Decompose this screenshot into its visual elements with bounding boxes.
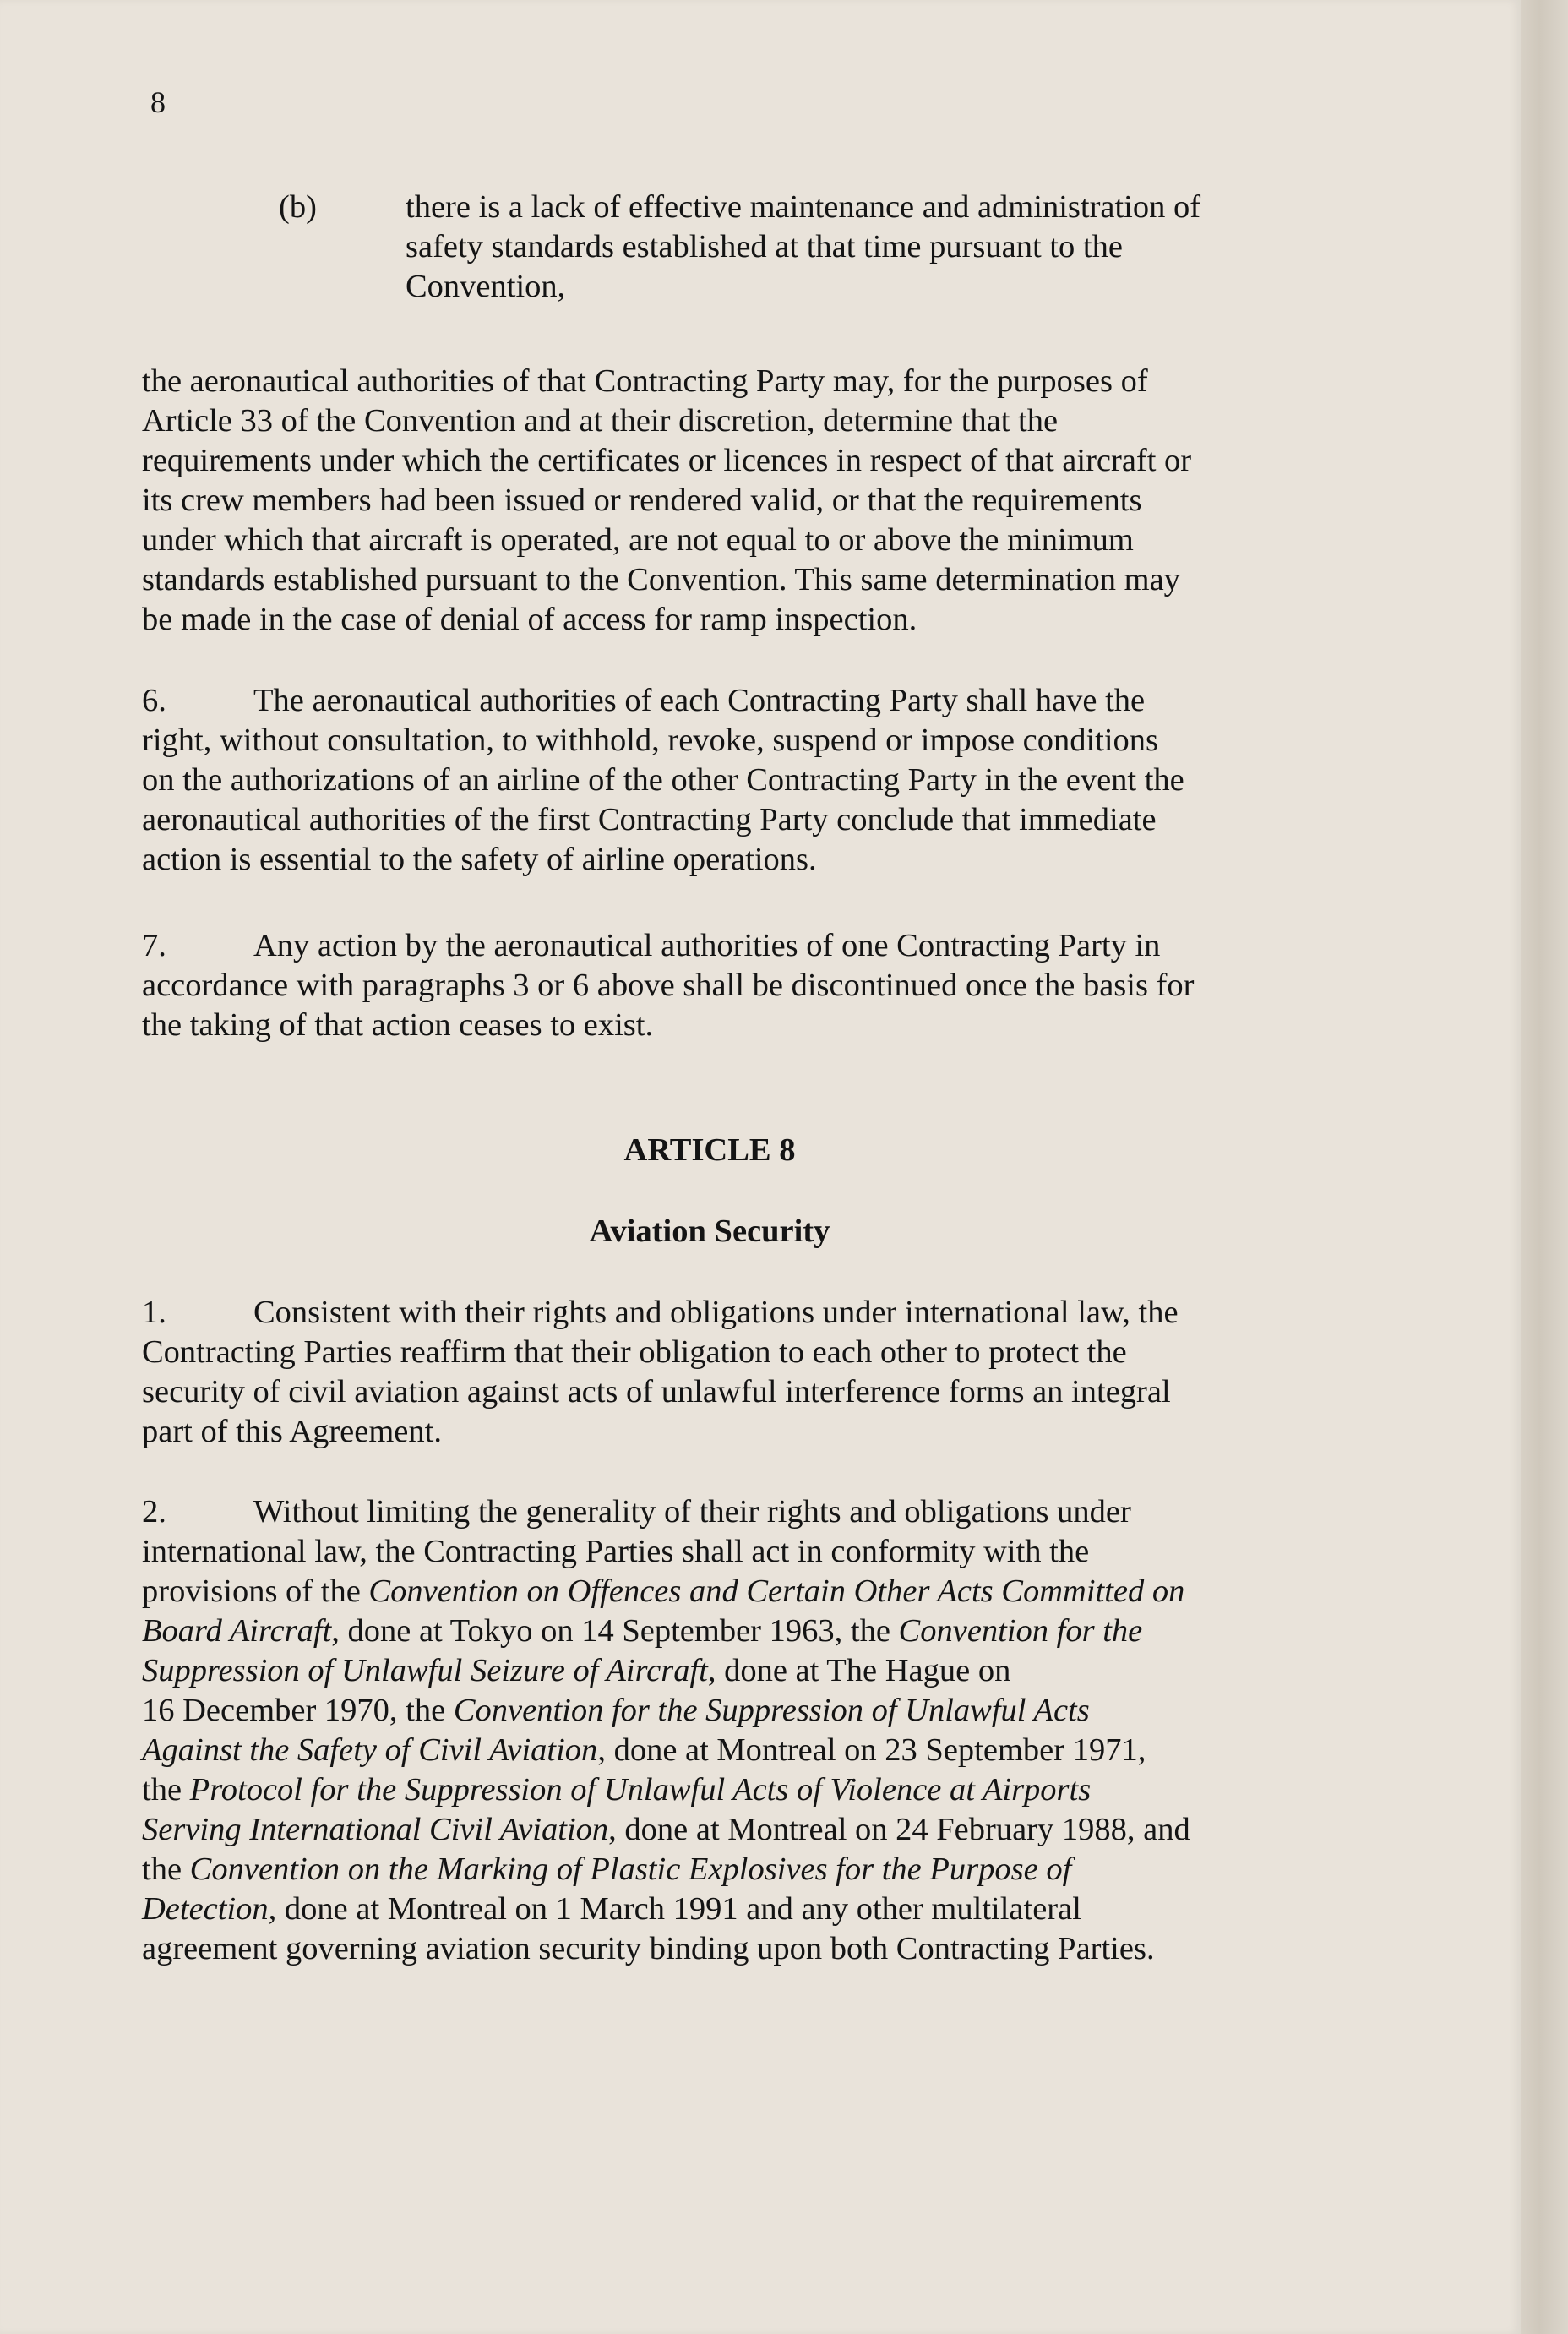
text-line: accordance with paragraphs 3 or 6 above shall be discontinued once the basis for: [142, 968, 1195, 1003]
text-line: security of civil aviation against acts of unlawful interference forms an integral: [142, 1374, 1171, 1410]
text-span: the: [142, 1772, 190, 1808]
text-span: , done at Montreal on 24 February 1988, and: [608, 1812, 1190, 1847]
convention-title: Convention for the: [898, 1613, 1143, 1649]
text-line: be made in the case of denial of access for ramp inspection.: [142, 602, 917, 637]
text-span: 16 December 1970, the: [142, 1693, 454, 1728]
paragraph-number: 2.: [142, 1494, 166, 1530]
text-line: Consistent with their rights and obligations under international law, the: [253, 1295, 1179, 1330]
paragraph-5-continued: [142, 362, 1325, 640]
text-line: [142, 1770, 1325, 1810]
clause-text: [406, 188, 1293, 307]
text-line: Convention,: [406, 269, 566, 304]
convention-title: Convention for the Suppression of Unlawful Acts: [453, 1693, 1090, 1728]
text-line: [142, 1572, 1325, 1611]
page-edge: [1521, 0, 1568, 2334]
convention-title: Board Aircraft: [142, 1613, 332, 1649]
paragraph-number: 7.: [142, 928, 166, 963]
paragraph-number: 1.: [142, 1295, 166, 1330]
text-line: [142, 1651, 1325, 1691]
text-line: Article 33 of the Convention and at their discretion, determine that the: [142, 403, 1059, 439]
text-line: The aeronautical authorities of each Contracting Party shall have the: [253, 683, 1146, 718]
paragraph-6: [142, 681, 1325, 880]
page-number: 8: [150, 85, 166, 119]
text-line: Without limiting the generality of their rights and obligations under: [253, 1494, 1131, 1530]
text-line: under which that aircraft is operated, are not equal to or above the minimum: [142, 522, 1134, 558]
protocol-title: Protocol for the Suppression of Unlawful Acts of Violence at Airports: [189, 1772, 1092, 1808]
text-line: the aeronautical authorities of that Contracting Party may, for the purposes of: [142, 363, 1148, 399]
text-line: Contracting Parties reaffirm that their obligation to each other to protect the: [142, 1334, 1127, 1370]
text-span: the: [142, 1851, 190, 1887]
convention-title: Suppression of Unlawful Seizure of Aircraft: [142, 1653, 708, 1688]
convention-title: Detection: [142, 1891, 269, 1927]
protocol-title: Serving International Civil Aviation: [142, 1812, 609, 1847]
text-span: , done at The Hague on: [707, 1653, 1011, 1688]
text-line: right, without consultation, to withhold, revoke, suspend or impose conditions: [142, 723, 1159, 758]
text-line: [142, 1850, 1325, 1890]
convention-title: Convention on Offences and Certain Other Acts Committed on: [368, 1573, 1185, 1609]
text-line: aeronautical authorities of the first Contracting Party conclude that immediate: [142, 802, 1157, 837]
text-line: its crew members had been issued or rendered valid, or that the requirements: [142, 483, 1142, 518]
convention-title: Against the Safety of Civil Aviation: [142, 1732, 598, 1768]
text-line: international law, the Contracting Parties shall act in conformity with the: [142, 1534, 1090, 1569]
text-line: the taking of that action ceases to exist.: [142, 1007, 654, 1043]
article-8-paragraph-2: [142, 1492, 1325, 1969]
text-line: [142, 1810, 1325, 1850]
text-line: there is a lack of effective maintenance and administration of: [406, 189, 1201, 225]
paragraph-number: 6.: [142, 683, 166, 718]
text-line: [142, 1691, 1325, 1731]
text-span: , done at Montreal on 23 September 1971,: [597, 1732, 1146, 1768]
text-line: Any action by the aeronautical authorities of one Contracting Party in: [253, 928, 1161, 963]
text-line: standards established pursuant to the Convention. This same determination may: [142, 562, 1180, 597]
text-line: requirements under which the certificates or licences in respect of that aircraft or: [142, 443, 1192, 478]
clause-label: (b): [279, 189, 317, 225]
text-line: [142, 1731, 1325, 1770]
article-8-paragraph-1: [142, 1293, 1325, 1452]
section-heading: Aviation Security: [589, 1213, 830, 1249]
text-line: [142, 1611, 1325, 1651]
text-line: [142, 1890, 1325, 1929]
text-span: , done at Tokyo on 14 September 1963, the: [331, 1613, 899, 1649]
text-span: , done at Montreal on 1 March 1991 and any other multilateral: [268, 1891, 1081, 1927]
text-line: action is essential to the safety of airline operations.: [142, 842, 817, 877]
text-line: agreement governing aviation security binding upon both Contracting Parties.: [142, 1931, 1155, 1966]
text-line: safety standards established at that time pursuant to the: [406, 229, 1123, 264]
convention-title: Convention on the Marking of Plastic Explosives for the Purpose of: [189, 1851, 1072, 1887]
text-line: on the authorizations of an airline of the other Contracting Party in the event the: [142, 762, 1184, 798]
article-heading: ARTICLE 8: [623, 1132, 796, 1168]
text-line: part of this Agreement.: [142, 1414, 442, 1449]
text-span: provisions of the: [142, 1573, 369, 1609]
paragraph-7: [142, 926, 1325, 1045]
